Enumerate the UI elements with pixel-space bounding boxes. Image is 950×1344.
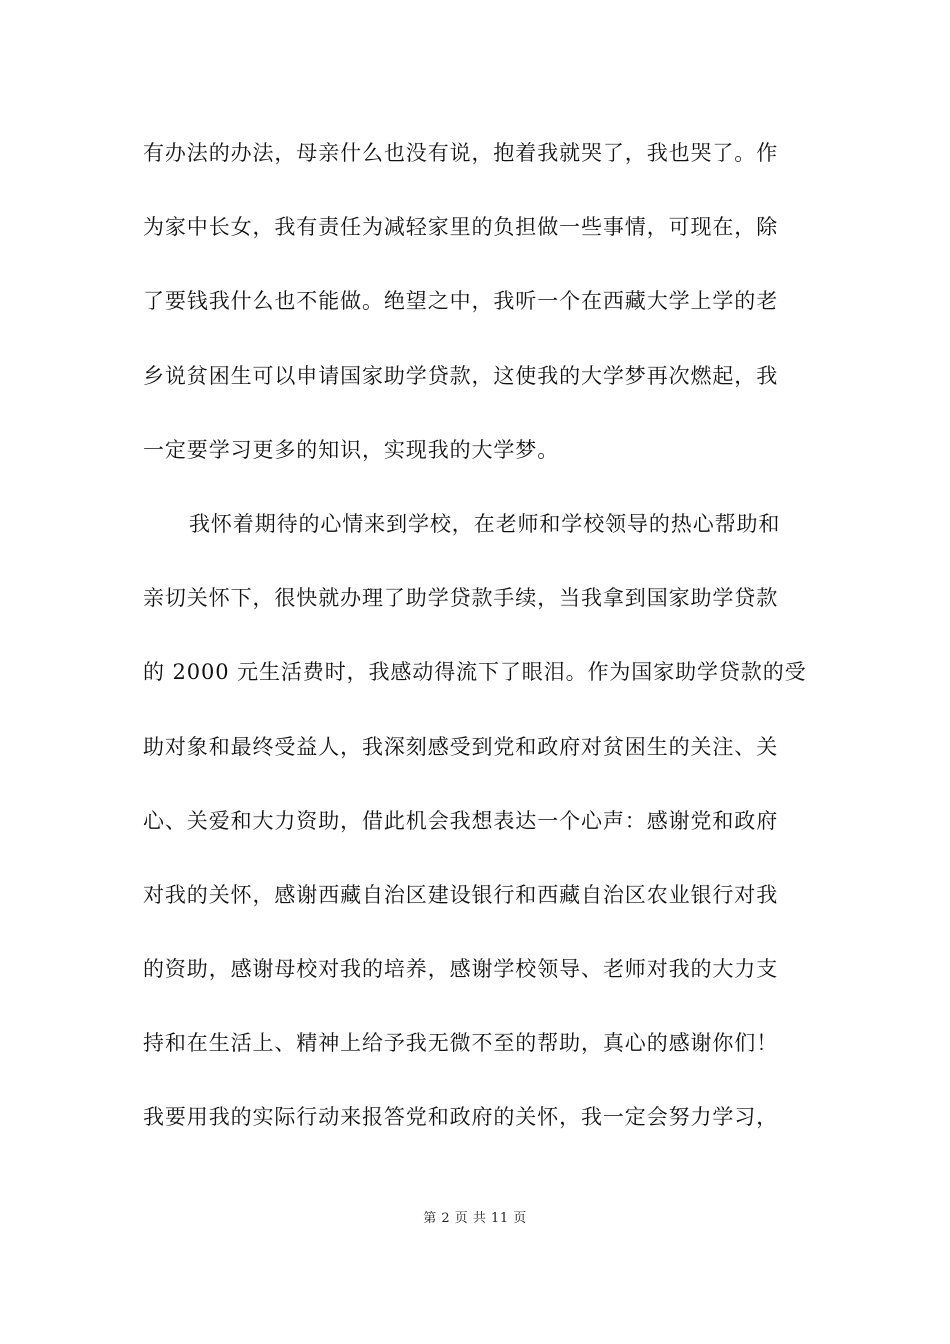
text-line: 的资助，感谢母校对我的培养，感谢学校领导、老师对我的大力支 [143,957,779,982]
text-line: 心、关爱和大力资助，借此机会我想表达一个心声：感谢党和政府 [143,808,779,833]
text-line: 的 2000 元生活费时，我感动得流下了眼泪。作为国家助学贷款的受 [143,660,807,685]
text-line: 一定要学习更多的知识，实现我的大学梦。 [143,437,560,462]
body-text [143,128,808,1167]
text-line: 我要用我的实际行动来报答党和政府的关怀，我一定会努力学习， [143,1105,779,1130]
text-line: 有办法的办法，母亲什么也没有说，抱着我就哭了，我也哭了。作 [143,141,779,165]
text-line: 亲切关怀下，很快就办理了助学贷款手续，当我拿到国家助学贷款 [143,586,779,611]
text-line: 为家中长女，我有责任为减轻家里的负担做一些事情，可现在，除 [143,215,779,240]
page-number-footer: 第 2 页 共 11 页 [423,1211,527,1226]
paragraph-first-line: 我怀着期待的心情来到学校，在老师和学校领导的热心帮助和 [189,511,781,536]
text-line: 持和在生活上、精神上给予我无微不至的帮助，真心的感谢你们！ [143,1031,779,1056]
text-line: 对我的关怀，感谢西藏自治区建设银行和西藏自治区农业银行对我 [143,882,779,907]
text-line: 了要钱我什么也不能做。绝望之中，我听一个在西藏大学上学的老 [143,289,779,314]
text-line: 助对象和最终受益人，我深刻感受到党和政府对贫困生的关注、关 [143,734,779,759]
text-line: 乡说贫困生可以申请国家助学贷款，这使我的大学梦再次燃起，我 [143,363,779,388]
